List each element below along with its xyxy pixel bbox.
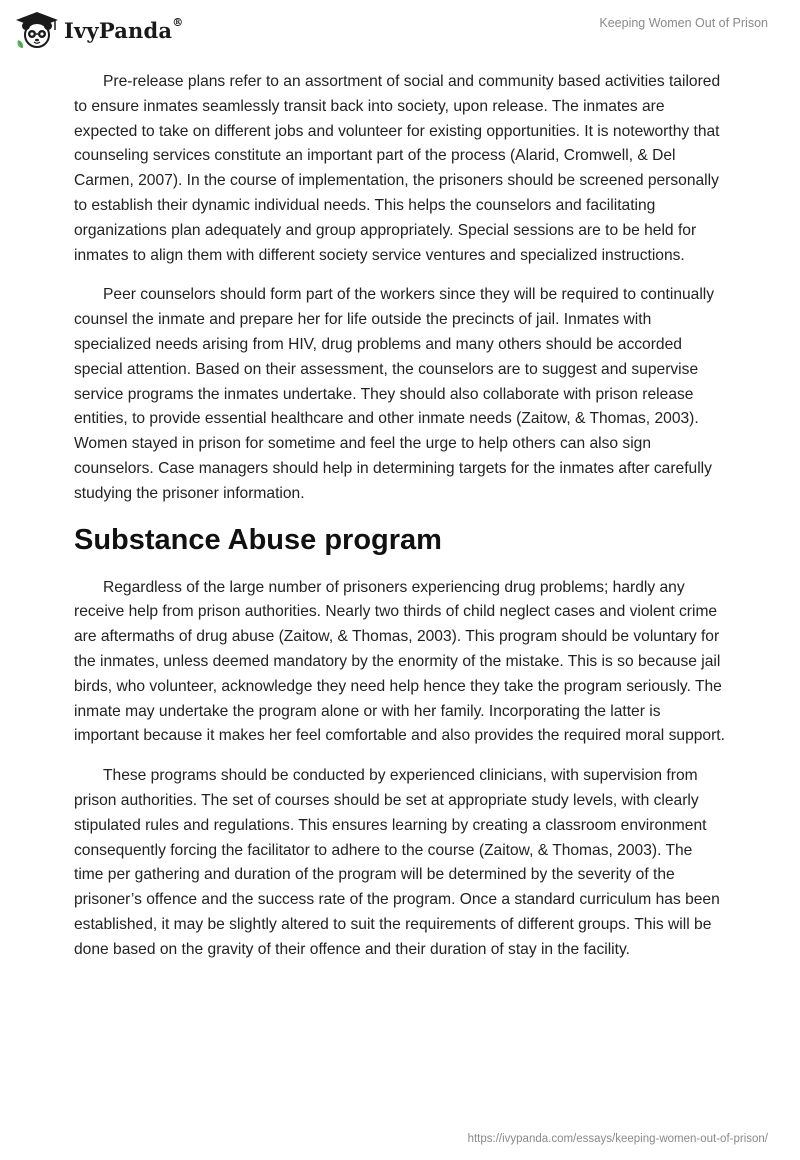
paragraph-clinicians: These programs should be conducted by experienced clinicians, with supervision from prison authorities. The set of courses should be set at appropriate study levels, with clearly stipulated rules and regulations. This ensures learning by creating a classroom environment consequently forcing the facilitator to adhere to the course (Zaitow, & Thomas, 2003). The time per gathering and duration of the program will be determined by the severity of the prisoner’s offence and the success rate of the program. Once a standard curriculum has been established, it may be slightly altered to suit the requirements of different groups. This will be done based on the gravity of their offence and their duration of stay in the facility. [74,767,720,958]
registered-mark: ® [172,15,184,29]
paragraph-drug-problems: Regardless of the large number of prisoners experiencing drug problems; hardly any receive help from prison authorities. Nearly two thirds of child neglect cases and violent crime are aftermaths of drug abuse (Zaitow, & Thomas, 2003). This program should be voluntary for the inmates, unless deemed mandatory by the enormity of the mistake. This is so because jail birds, who volunteer, acknowledge they need help hence they take the program seriously. The inmate may undertake the program alone or with her family. Incorporating the latter is important because it makes her feel comfortable and also provides the required moral support. [74,578,725,745]
paragraph-pre-release-plans: Pre-release plans refer to an assortment of social and community based activities tailored to ensure inmates seamlessly transit back into society, upon release. The inmates are expected to take on different jobs and volunteer for existing opportunities. It is noteworthy that counseling services constitute an important part of the process (Alarid, Cromwell, & Del Carmen, 2007). In the course of implementation, the prisoners should be screened personally to establish their dynamic individual needs. This helps the counselors and facilitating organizations plan adequately and group appropriately. Special sessions are to be held for inmates to align them with different society service ventures and specialized instructions. [74,73,721,264]
page-header [0,0,800,60]
paragraph-peer-counselors: Peer counselors should form part of the workers since they will be required to continually counsel the inmate and prepare her for life outside the precincts of jail. Inmates with specialized needs arising from HIV, drug problems and many others should be accorded special attention. Based on their assessment, the counselors are to suggest and supervise service programs the inmates undertake. They should also collaborate with prison release entities, to provide essential healthcare and other inmate needs (Zaitow, & Thomas, 2003). Women stayed in prison for sometime and feel the urge to help others can also sign counselors. Case managers should help in determining targets for the inmates after carefully studying the prisoner information. [74,286,715,502]
panda-graduate-icon [14,10,60,50]
ivypanda-logo[interactable] [14,10,183,50]
essay-content [74,70,726,978]
logo-text: IvyPanda [64,17,173,43]
logo-wordmark [64,15,184,43]
footer-source-url[interactable]: https://ivypanda.com/essays/keeping-women-out-of-prison/ [467,1133,768,1145]
document-title: Keeping Women Out of Prison [599,16,768,30]
section-heading-substance-abuse: Substance Abuse program [74,523,442,556]
